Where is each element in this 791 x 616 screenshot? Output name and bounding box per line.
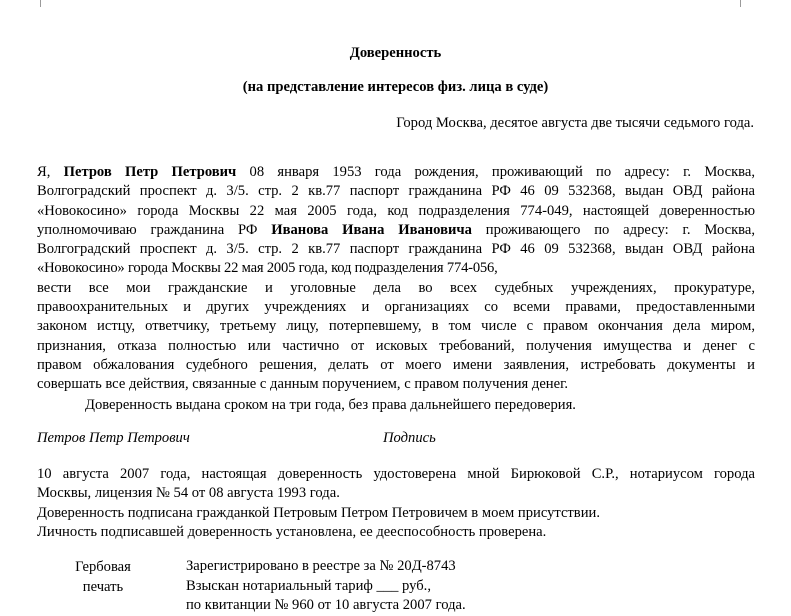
document-title: Доверенность [349, 45, 442, 61]
notary-certification [37, 465, 755, 542]
registry-line: по квитанции № 960 от 10 августа 2007 года. [186, 597, 466, 613]
main-body [37, 163, 755, 395]
attorney-name: Иванова Ивана Ивановича [271, 221, 472, 238]
registry-info [186, 557, 466, 616]
document-subtitle: (на представление интересов физ. лица в суде) [242, 79, 549, 95]
body-line: совершать все действия, связанные с данным поручением, с правом получения денег. [37, 376, 569, 393]
signature-name: Петров Петр Петрович [37, 430, 190, 446]
seal-stamp: Гербовая печать [75, 559, 131, 595]
body-line: признания, отказа полностью или частично от исковых требований, получения имущества и денег с [37, 337, 755, 354]
principal-name: Петров Петр Петрович [63, 164, 237, 180]
notary-line: Москвы, лицензия № 54 от 08 августа 1993 года. [37, 485, 340, 502]
body-line: Волгоградский проспект д. 3/5. стр. 2 кв.77 паспорт гражданина РФ 46 09 532368, выдан ОВД района [37, 183, 755, 200]
body-line: вести все мои гражданские и уголовные дела во всех судебных учреждениях, прокуратуре, [37, 279, 755, 296]
body-line: правом обжалования судебного решения, делать от моего имени заявления, истребовать документы и [37, 356, 755, 373]
body-line: «Новокосино» города Москвы 22 мая 2005 года, код подразделения 774-056, [37, 260, 498, 277]
body-line: Волгоградский проспект д. 3/5. стр. 2 кв.77 паспорт гражданина РФ 46 09 532368, выдан ОВД района [37, 241, 755, 258]
body-line: правоохранительных и других учреждениях и организациях со всеми правами, предоставленными [37, 299, 755, 316]
page-corner-mark [740, 0, 741, 7]
registry-line: Взыскан нотариальный тариф ___ руб., [186, 577, 431, 594]
body-line: уполномочиваю гражданина РФ Иванова Ивана Ивановича проживающего по адресу: г. Москва, [37, 221, 755, 238]
notary-line: Доверенность подписана гражданкой Петровым Петром Петровичем в моем присутствии. [37, 504, 600, 521]
registry-line: Зарегистрировано в реестре за № 20Д-8743 [186, 558, 456, 574]
place-date: Город Москва, десятое августа две тысячи седьмого года. [396, 115, 754, 131]
notary-line: 10 августа 2007 года, настоящая доверенность удостоверена мной Бирюковой С.Р., нотариусом города [37, 466, 755, 482]
body-line: законом истцу, ответчику, третьему лицу, потерпевшему, в том числе с правом окончания дела миром, [37, 318, 755, 335]
notary-line: Личность подписавшей доверенность установлена, ее дееспособность проверена. [37, 523, 547, 540]
body-line: «Новокосино» города Москвы 22 мая 2005 года, код подразделения 774-049, настоящей доверенностью [37, 202, 755, 219]
page-corner-mark [40, 0, 41, 7]
body-line: Я, Петров Петр Петрович 08 января 1953 года рождения, проживающий по адресу: г. Москва, [37, 164, 755, 180]
validity-term: Доверенность выдана сроком на три года, без права дальнейшего передоверия. [85, 397, 576, 413]
signature-label: Подпись [383, 430, 436, 446]
